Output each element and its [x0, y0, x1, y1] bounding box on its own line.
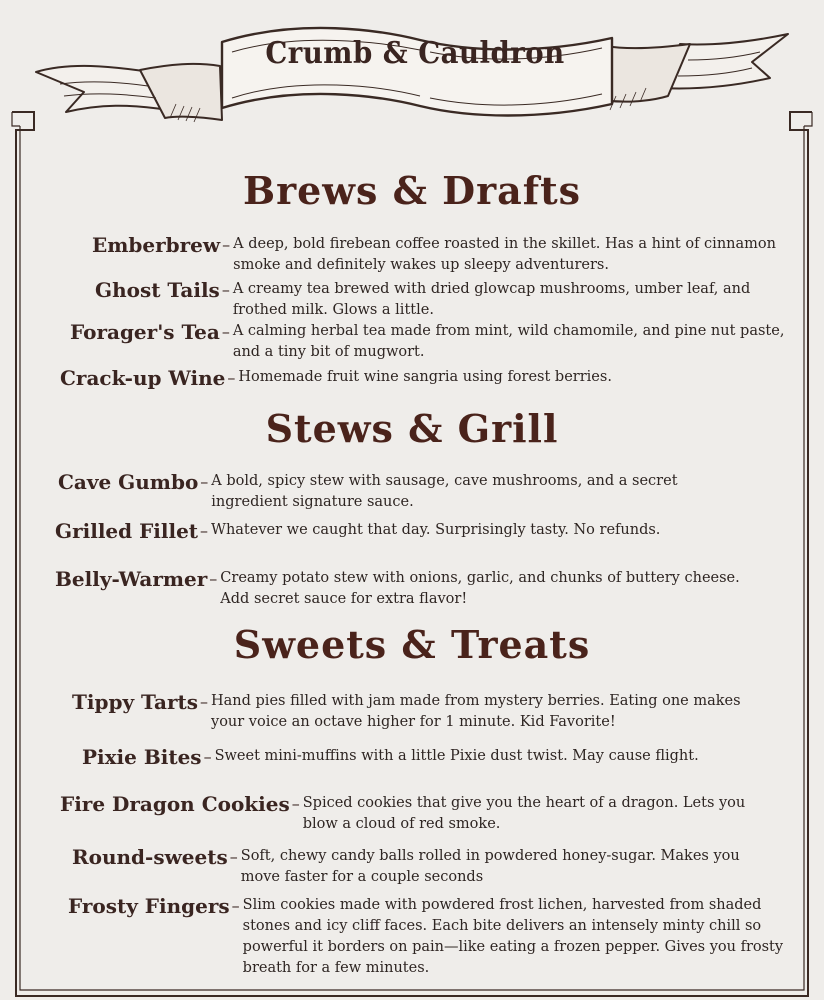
item-description: A creamy tea brewed with dried glowcap mushrooms, umber leaf, and frothed milk. Glows a little.	[232, 281, 751, 318]
item-name: Emberbrew	[92, 233, 221, 257]
menu-item-cave-gumbo: Cave Gumbo – A bold, spicy stew with sausage, cave mushrooms, and a secret ingredient signature sauce.	[58, 470, 788, 513]
menu-item-emberbrew: Emberbrew – A deep, bold firebean coffee roasted in the skillet. Has a hint of cinnamon smoke and definitely wakes up sleepy adventurers.	[92, 233, 792, 276]
item-name: Round-sweets	[72, 845, 228, 869]
menu-item-grilled-fillet: Grilled Fillet – Whatever we caught that day. Surprisingly tasty. No refunds.	[55, 519, 790, 543]
banner-right-tail	[602, 34, 788, 102]
section-heading-stews: Stews & Grill	[265, 406, 559, 451]
item-name: Tippy Tarts	[72, 690, 198, 714]
menu-item-foragers-tea: Forager's Tea – A calming herbal tea made from mint, wild chamomile, and pine nut paste, and a tiny bit of mugwort.	[70, 320, 794, 363]
item-name: Fire Dragon Cookies	[60, 792, 290, 816]
item-description: A deep, bold firebean coffee roasted in the skillet. Has a hint of cinnamon smoke and definitely wakes up sleepy adventurers.	[233, 236, 776, 273]
item-description: Slim cookies made with powdered frost lichen, harvested from shaded stones and icy cliff faces. Each bite delivers an intensely minty chill so powerful it borders on pain—like eating a frozen pepper. Gives you frosty breath for a few minutes.	[242, 897, 784, 976]
menu-title: Crumb & Cauldron	[265, 36, 565, 71]
menu-item-round-sweets: Round-sweets – Soft, chewy candy balls rolled in powdered honey-sugar. Makes you move faster for a couple seconds	[72, 845, 792, 888]
menu-item-ghost-tails: Ghost Tails – A creamy tea brewed with dried glowcap mushrooms, umber leaf, and frothed milk. Glows a little.	[95, 278, 795, 321]
item-name: Frosty Fingers	[68, 894, 230, 918]
item-description: Spiced cookies that give you the heart of a dragon. Lets you blow a cloud of red smoke.	[302, 795, 746, 832]
item-name: Pixie Bites	[82, 745, 202, 769]
menu-item-tippy-tarts: Tippy Tarts – Hand pies filled with jam made from mystery berries. Eating one makes your voice an octave higher for 1 minute. Kid Favorite!	[72, 690, 792, 733]
menu-item-pixie-bites: Pixie Bites – Sweet mini-muffins with a little Pixie dust twist. May cause flight.	[82, 745, 792, 769]
menu-item-frosty-fingers: Frosty Fingers – Slim cookies made with powdered frost lichen, harvested from shaded stones and icy cliff faces. Each bite delivers an intensely minty chill so powerful it borders on pain—like eating a frozen pepper. Gives you frosty breath for a few minutes.	[68, 894, 792, 979]
item-description: A bold, spicy stew with sausage, cave mushrooms, and a secret ingredient signature sauce.	[211, 473, 678, 510]
menu-item-belly-warmer: Belly-Warmer – Creamy potato stew with onions, garlic, and chunks of buttery cheese. Add secret sauce for extra flavor!	[55, 567, 790, 610]
item-name: Belly-Warmer	[55, 567, 208, 591]
item-description: Whatever we caught that day. Surprisingly tasty. No refunds.	[211, 522, 661, 538]
item-description: Soft, chewy candy balls rolled in powdered honey-sugar. Makes you move faster for a couple seconds	[240, 848, 740, 885]
section-heading-brews: Brews & Drafts	[242, 168, 582, 213]
item-description: A calming herbal tea made from mint, wild chamomile, and pine nut paste, and a tiny bit of mugwort.	[232, 323, 785, 360]
item-name: Forager's Tea	[70, 320, 220, 344]
menu-item-fire-dragon-cookies: Fire Dragon Cookies – Spiced cookies that give you the heart of a dragon. Lets you blow a cloud of red smoke.	[60, 792, 790, 835]
banner-left-tail	[36, 64, 222, 120]
item-description: Creamy potato stew with onions, garlic, and chunks of buttery cheese. Add secret sauce for extra flavor!	[220, 570, 740, 607]
item-description: Hand pies filled with jam made from mystery berries. Eating one makes your voice an octave higher for 1 minute. Kid Favorite!	[211, 693, 741, 730]
item-name: Grilled Fillet	[55, 519, 199, 543]
item-name: Cave Gumbo	[58, 470, 199, 494]
menu-item-crack-up-wine: Crack-up Wine – Homemade fruit wine sangria using forest berries.	[60, 366, 790, 390]
item-name: Ghost Tails	[95, 278, 220, 302]
item-description: Sweet mini-muffins with a little Pixie dust twist. May cause flight.	[214, 748, 699, 764]
item-description: Homemade fruit wine sangria using forest berries.	[238, 369, 612, 385]
item-name: Crack-up Wine	[60, 366, 226, 390]
section-heading-sweets: Sweets & Treats	[233, 622, 591, 667]
